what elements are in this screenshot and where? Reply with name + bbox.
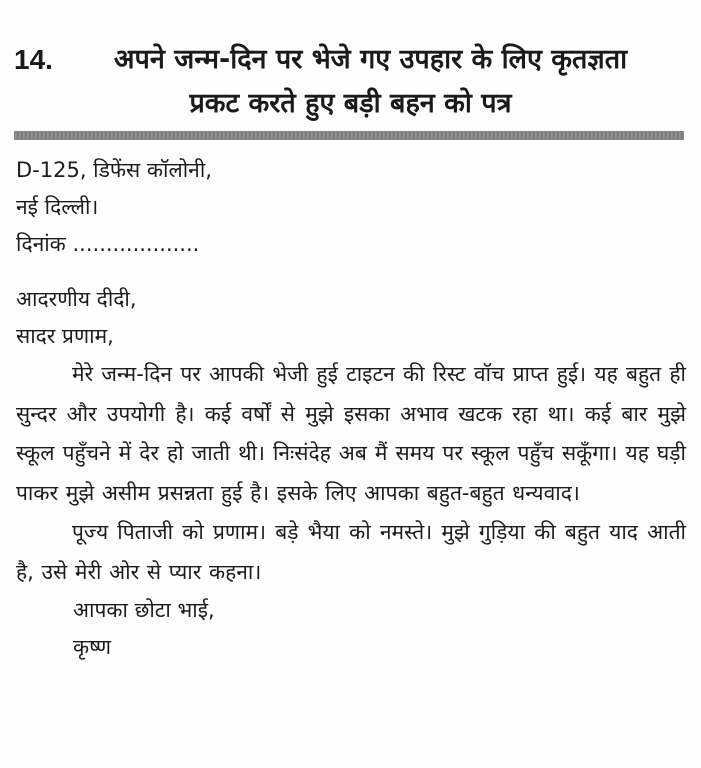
spacer: [16, 263, 686, 281]
signature-name: कृष्ण: [73, 635, 112, 659]
salutation-line-1: आदरणीय दीदी,: [16, 287, 137, 311]
body-paragraph-2: पूज्य पिताजी को प्रणाम। बड़े भैया को नमस्ते। मुझे गुड़िया की बहुत याद आती है, उसे मेरी ओर से प्यार कहना।: [16, 520, 686, 584]
letter-body: [16, 152, 686, 666]
heading-line-1: अपने जन्म-दिन पर भेजे गए उपहार के लिए कृतज्ञता: [113, 44, 628, 75]
date-line: दिनांक ...................: [16, 232, 200, 256]
closing-line: आपका छोटा भाई,: [73, 598, 215, 622]
heading-divider: [14, 131, 684, 140]
letter-heading: [0, 38, 701, 126]
address-line-2: नई दिल्ली।: [16, 195, 99, 219]
address-line-1: D-125, डिफेंस कॉलोनी,: [16, 158, 212, 182]
heading-line-2: प्रकट करते हुए बड़ी बहन को पत्र: [189, 88, 512, 119]
body-paragraph-1: मेरे जन्म-दिन पर आपकी भेजी हुई टाइटन की रिस्ट वॉच प्राप्त हुई। यह बहुत ही सुन्दर और उपयोगी है। कई वर्षों से मुझे इसका अभाव खटक रहा था। कई बार मुझे स्कूल पहुँचने में देर हो जाती थी। निःसंदेह अब मैं समय पर स्कूल पहुँच सकूँगा। यह घड़ी पाकर मुझे असीम प्रसन्नता हुई है। इसके लिए आपका बहुत-बहुत धन्यवाद।: [16, 362, 686, 505]
salutation-line-2: सादर प्रणाम,: [16, 324, 114, 348]
heading-number: 14.: [14, 44, 53, 75]
